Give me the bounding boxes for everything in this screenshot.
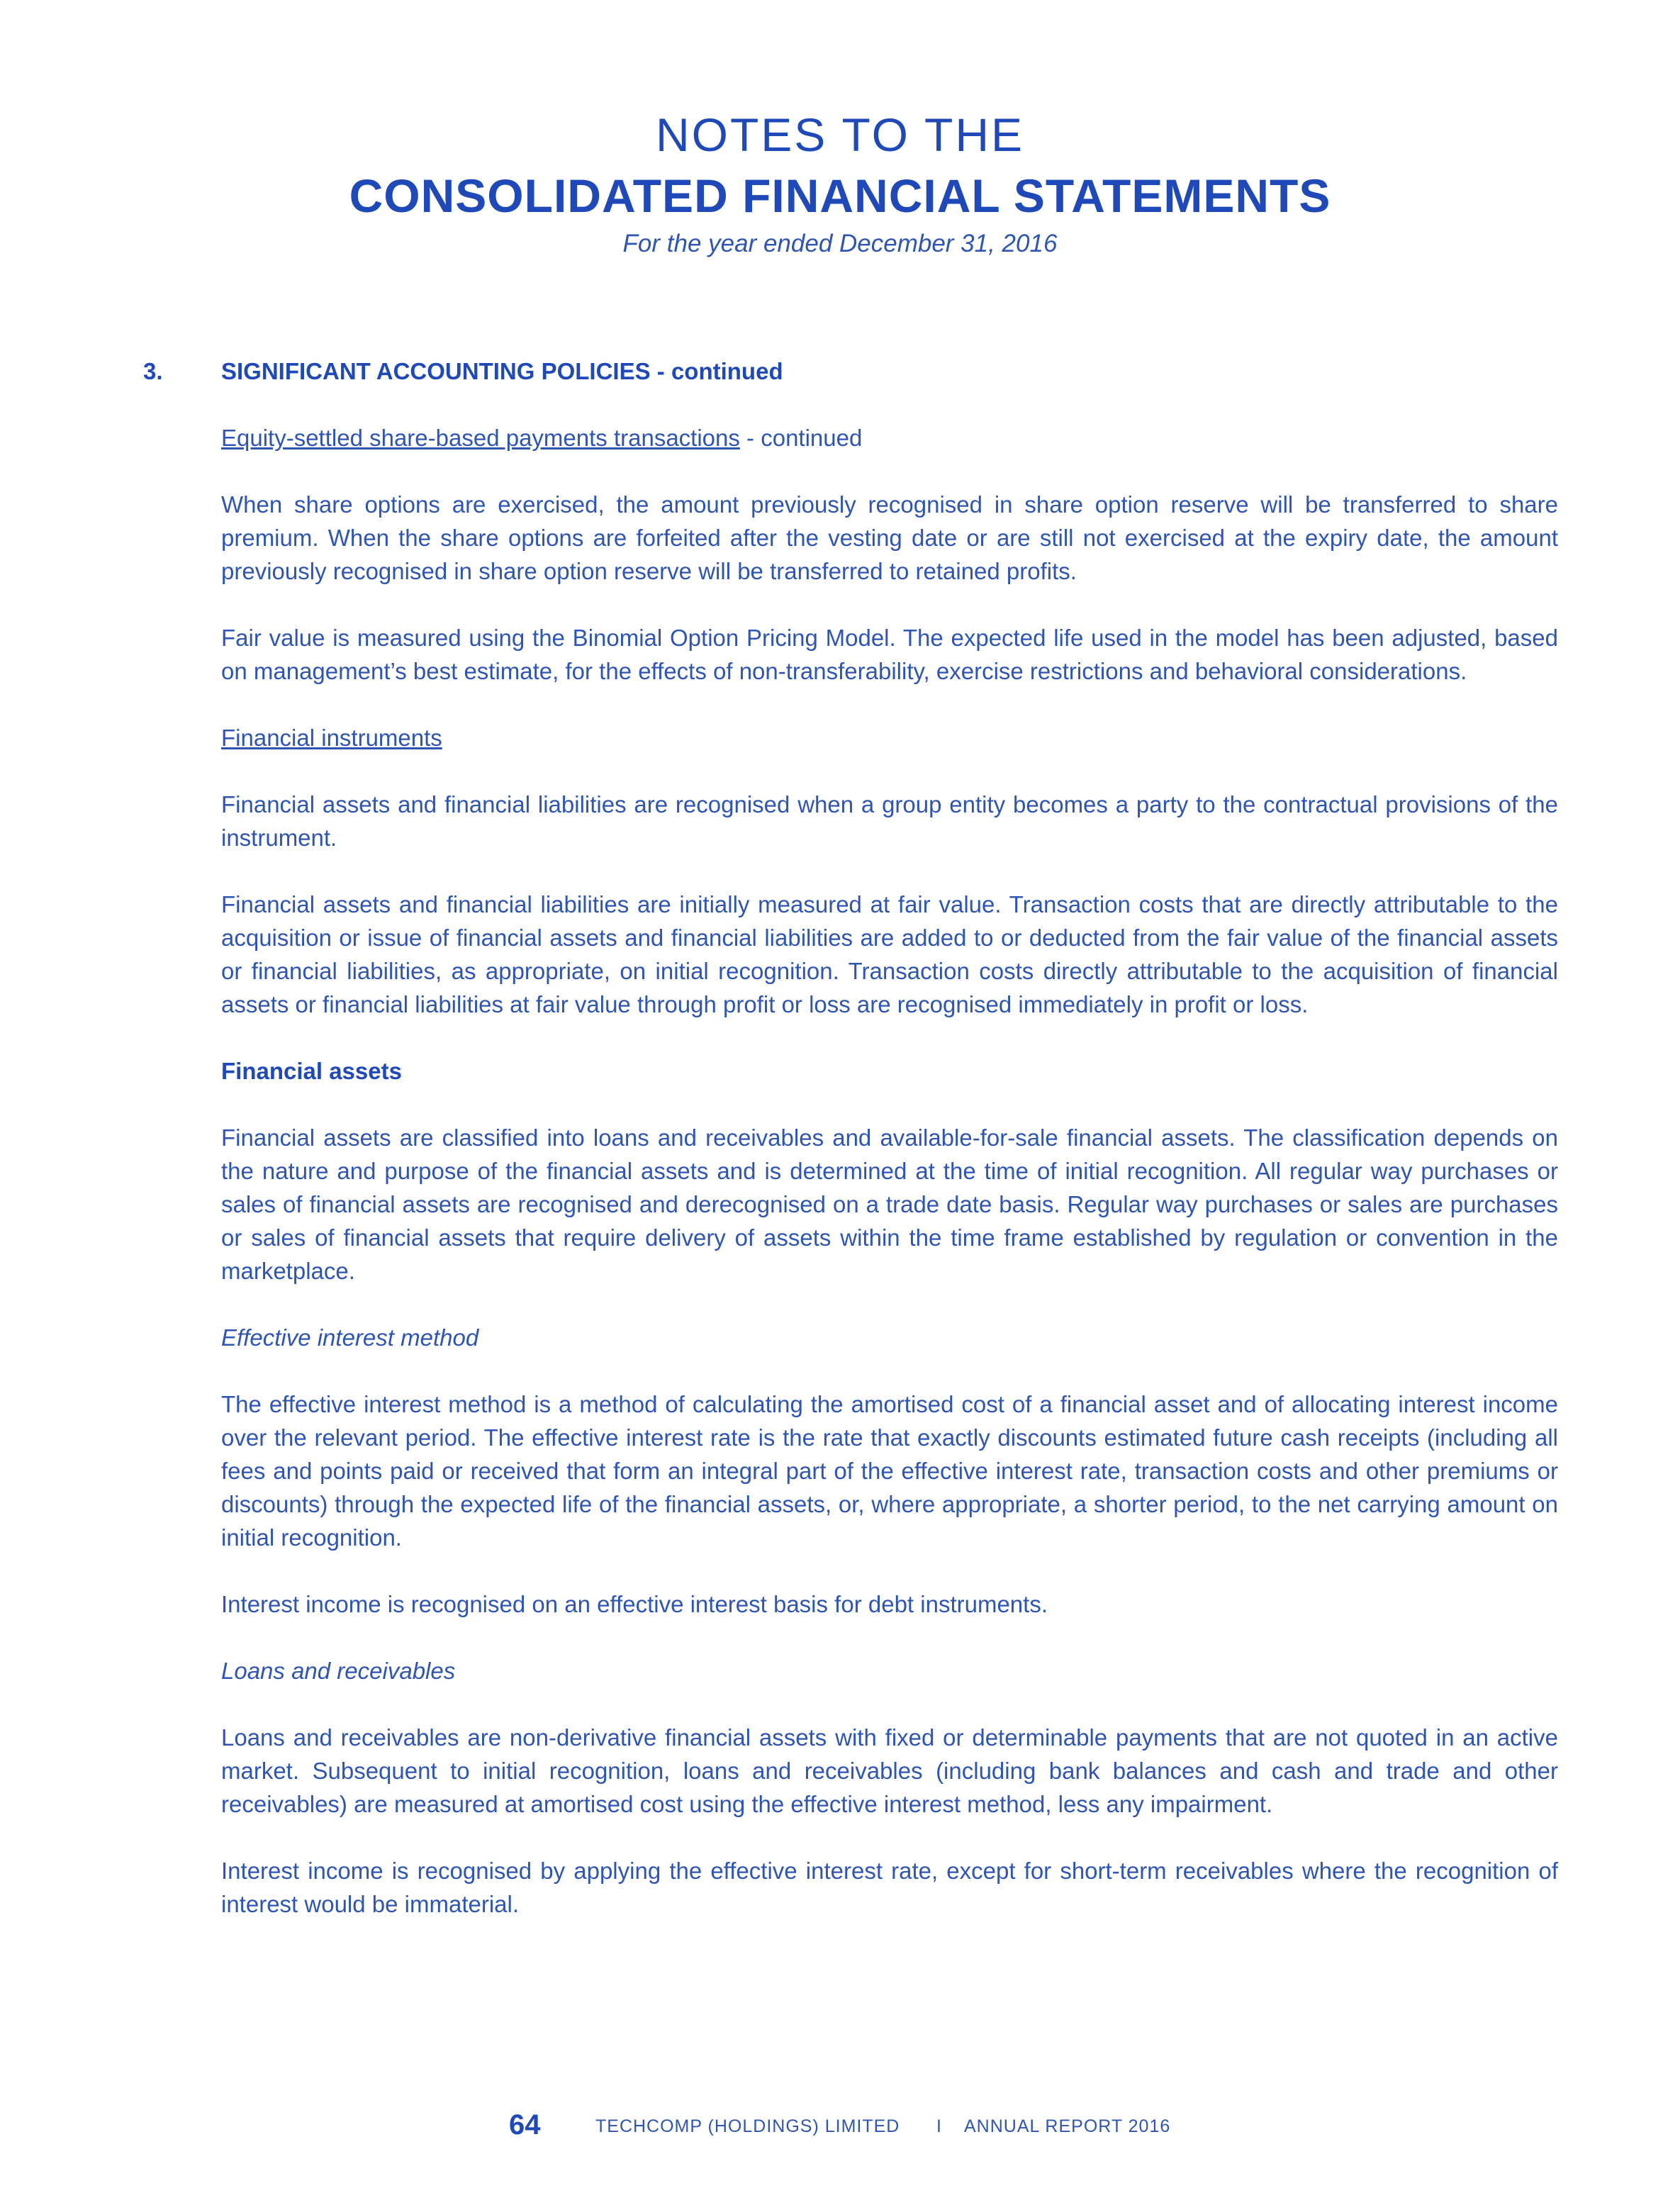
page-number: 64 xyxy=(509,2109,541,2140)
financial-instruments-paragraph-1: Financial assets and financial liabilities are recognised when a group entity becomes a party to the contractual provisions of the instrument. xyxy=(221,791,1558,851)
loans-paragraph-1: Loans and receivables are non-derivative financial assets with fixed or determinable payments that are not quoted in an active market. Subsequent to initial recognition, loans and receivables (including bank balances and cash and trade and other receivables) are measured at amortised cost using the effective interest method, less any impairment. xyxy=(221,1724,1558,1817)
equity-heading-text: Equity-settled share-based payments transactions xyxy=(221,425,740,451)
footer-report: ANNUAL REPORT 2016 xyxy=(964,2116,1171,2136)
footer-separator: I xyxy=(936,2116,941,2136)
financial-instruments-heading xyxy=(221,721,1558,754)
section-title: SIGNIFICANT ACCOUNTING POLICIES - continued xyxy=(221,358,783,384)
footer-company: TECHCOMP (HOLDINGS) LIMITED xyxy=(595,2116,900,2136)
equity-heading xyxy=(221,421,1558,454)
financial-assets-paragraph-1: Financial assets are classified into loans and receivables and available-for-sale financial assets. The classification depends on the nature and purpose of the financial assets and is determined at the time of initial recognition. All regular way purchases or sales of financial assets are recognised and derecognised on a trade date basis. Regular way purchases or sales are purchases or sales of financial assets that require delivery of assets within the time frame established by regulation or convention in the marketplace. xyxy=(221,1124,1558,1284)
page-footer xyxy=(0,2109,1680,2152)
equity-paragraph-2: Fair value is measured using the Binomial Option Pricing Model. The expected life used in the model has been adjusted, based on management’s best estimate, for the effects of non-transferability, exercise restrictions and behavioral considerations. xyxy=(221,625,1558,684)
financial-assets-heading: Financial assets xyxy=(221,1058,402,1084)
loans-paragraph-2: Interest income is recognised by applying the effective interest rate, except for short-term receivables where the recognition of interest would be immaterial. xyxy=(221,1858,1558,1917)
page-title-line1: NOTES TO THE xyxy=(655,108,1025,161)
financial-instruments-paragraph-2: Financial assets and financial liabilities are initially measured at fair value. Transaction costs that are directly attributable to the acquisition or issue of financial assets and financial liabilities are added to or deducted from the fair value of the financial assets or financial liabilities, as appropriate, on initial recognition. Transaction costs directly attributable to the acquisition of financial assets or financial liabilities at fair value through profit or loss are recognised immediately in profit or loss. xyxy=(221,891,1558,1017)
equity-paragraph-1: When share options are exercised, the amount previously recognised in share option reserve will be transferred to share premium. When the share options are forfeited after the vesting date or are still not exercised at the expiry date, the amount previously recognised in share option reserve will be transferred to retained profits. xyxy=(221,491,1558,584)
page-header xyxy=(0,106,1680,261)
notes-body xyxy=(143,355,1558,1954)
effective-interest-heading: Effective interest method xyxy=(221,1324,479,1351)
equity-heading-suffix: - continued xyxy=(739,425,863,451)
effective-interest-paragraph-2: Interest income is recognised on an effective interest basis for debt instruments. xyxy=(221,1591,1048,1617)
financial-instruments-heading-text: Financial instruments xyxy=(221,725,442,751)
page-title-line2: CONSOLIDATED FINANCIAL STATEMENTS xyxy=(349,169,1331,222)
page-subtitle: For the year ended December 31, 2016 xyxy=(622,230,1058,257)
section-number: 3. xyxy=(143,358,163,384)
loans-heading: Loans and receivables xyxy=(221,1658,456,1684)
effective-interest-paragraph-1: The effective interest method is a method of calculating the amortised cost of a financial asset and of allocating interest income over the relevant period. The effective interest rate is the rate that exactly discounts estimated future cash receipts (including all fees and points paid or received that form an integral part of the effective interest rate, transaction costs and other premiums or discounts) through the expected life of the financial assets, or, where appropriate, a shorter period, to the net carrying amount on initial recognition. xyxy=(221,1391,1558,1551)
